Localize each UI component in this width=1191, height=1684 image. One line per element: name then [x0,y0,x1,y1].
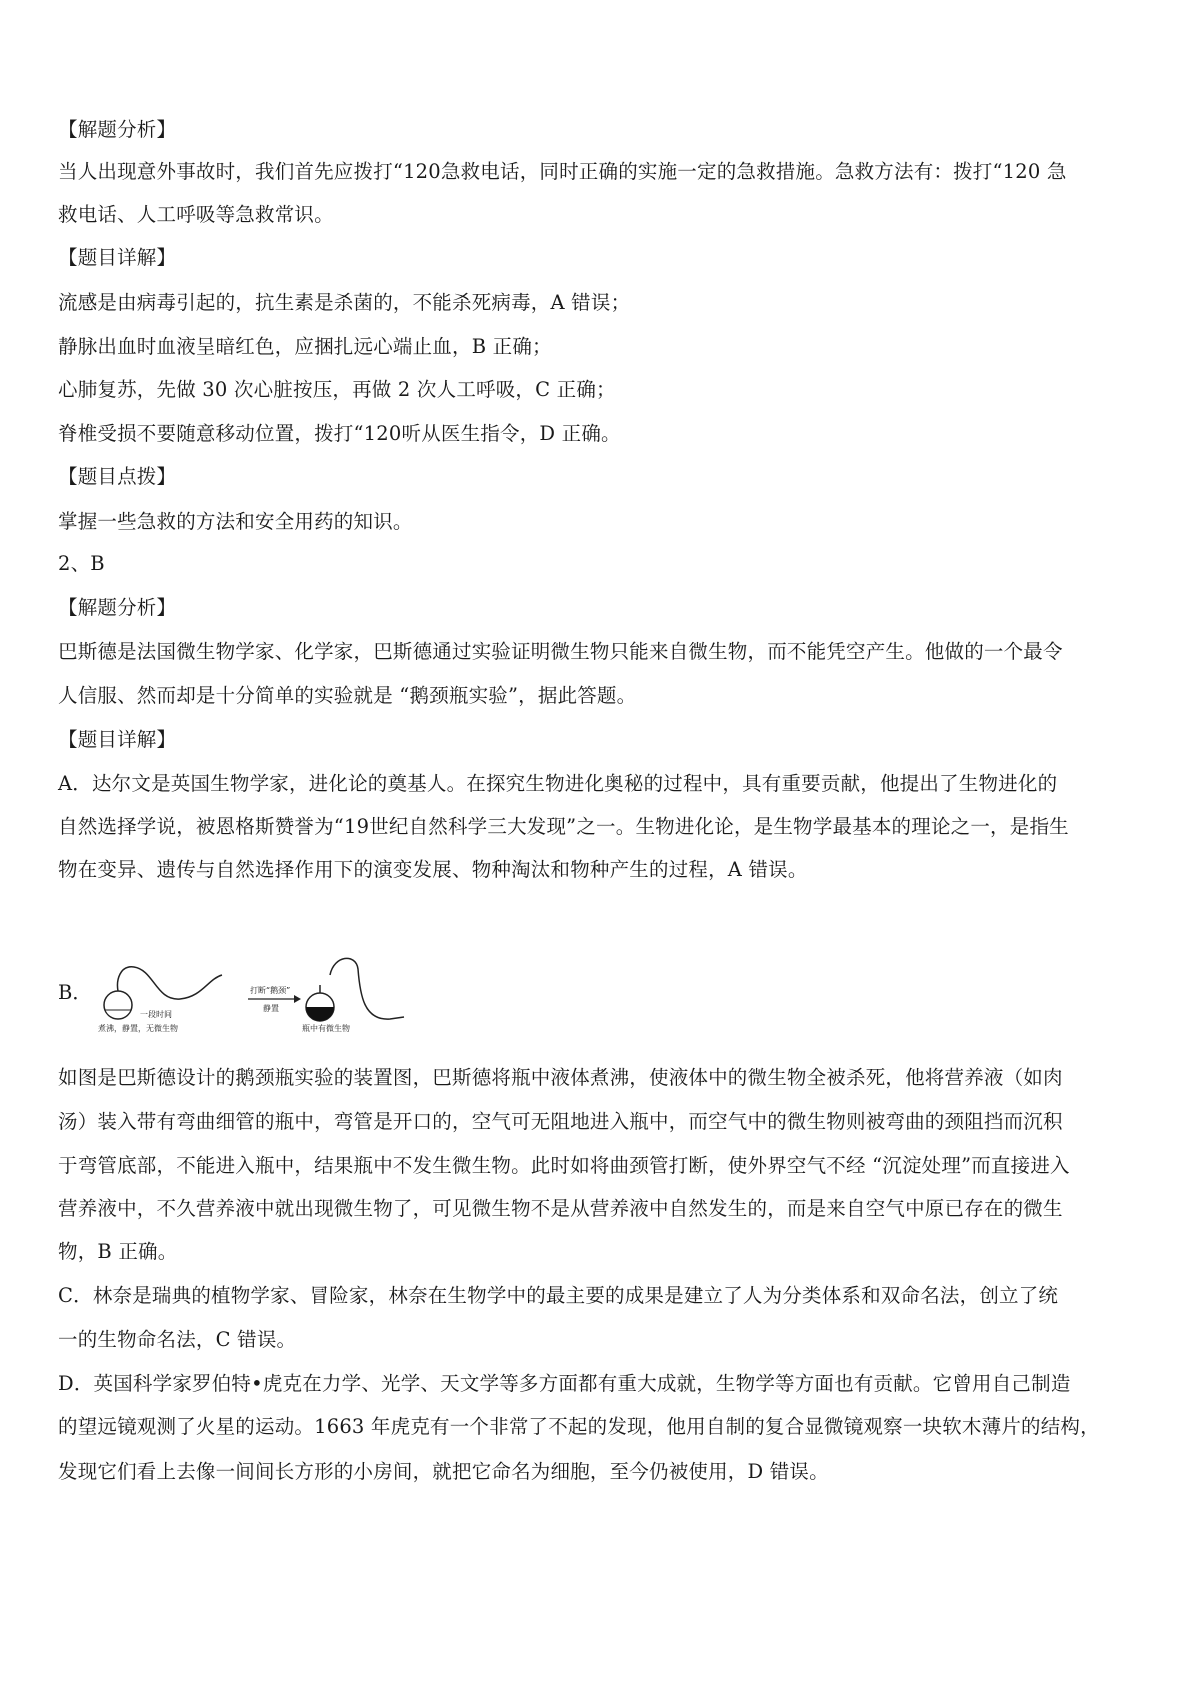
text-line: 人信服、然而却是十分简单的实验就是 “鹅颈瓶实验”，据此答题。 [58,684,637,707]
text-line: 的望远镜观测了火星的运动。1663 年虎克有一个非常了不起的发现，他用自制的复合显微镜观察一块软木薄片的结构， [58,1415,1100,1438]
text-line: 当人出现意外事故时，我们首先应拨打“120急救电话，同时正确的实施一定的急救措施。急救方法有：拨打“120 急 [58,160,1067,183]
text-line: 物，B 正确。 [58,1240,178,1263]
figure-label: B． [58,981,92,1004]
swan-neck-flask-figure [58,965,418,1035]
text-line: 2、B [58,552,105,575]
text-line: 一的生物命名法，C 错误。 [58,1328,297,1351]
text-line: 巴斯德是法国微生物学家、化学家，巴斯德通过实验证明微生物只能来自微生物，而不能凭空产生。他做的一个最令 [58,640,1063,663]
text-line: 静脉出血时血液呈暗红色，应捆扎远心端止血，B 正确； [58,335,552,358]
text-line: 汤）装入带有弯曲细管的瓶中，弯管是开口的，空气可无阻地进入瓶中，而空气中的微生物则被弯曲的颈阻挡而沉积 [58,1110,1063,1133]
arrow-head-icon [294,995,301,1003]
text-line: 如图是巴斯德设计的鹅颈瓶实验的装置图，巴斯德将瓶中液体煮沸，使液体中的微生物全被杀死，他将营养液（如肉 [58,1066,1063,1089]
text-line: 发现它们看上去像一间间长方形的小房间，就把它命名为细胞，至今仍被使用，D 错误。 [58,1460,829,1483]
text-line: 【解题分析】 [58,118,177,141]
text-line: 【题目详解】 [58,728,177,751]
text-line: 流感是由病毒引起的，抗生素是杀菌的，不能杀死病毒，A 错误； [58,291,631,314]
text-line: C．林奈是瑞典的植物学家、冒险家，林奈在生物学中的最主要的成果是建立了人为分类体系和双命名法，创立了统 [58,1284,1059,1307]
text-line: 脊椎受损不要随意移动位置，拨打“120听从医生指令，D 正确。 [58,422,621,445]
arrow-bottom-caption: 静置 [263,1004,279,1013]
middle-caption: 一段时间 [140,1010,172,1019]
text-line: 【题目点拨】 [58,465,177,488]
text-line: 【解题分析】 [58,596,177,619]
text-line: 心肺复苏，先做 30 次心脏按压，再做 2 次人工呼吸，C 正确； [58,378,616,401]
text-line: A．达尔文是英国生物学家，进化论的奠基人。在探究生物进化奥秘的过程中，具有重要贡献，他提出了生物进化的 [58,772,1058,795]
text-line: 营养液中，不久营养液中就出现微生物了，可见微生物不是从营养液中自然发生的，而是来自空气中原已存在的微生 [58,1197,1063,1220]
left-caption: 煮沸，静置，无微生物 [98,1024,178,1033]
text-line: D．英国科学家罗伯特•虎克在力学、光学、天文学等多方面都有重大成就，生物学等方面也有贡献。它曾用自己制造 [58,1372,1071,1395]
text-line: 自然选择学说，被恩格斯赞誉为“19世纪自然科学三大发现”之一。生物进化论，是生物学最基本的理论之一，是指生 [58,815,1069,838]
right-flask-liquid-icon [306,1007,334,1021]
broken-tube-icon [330,958,404,1019]
left-flask-liquid-icon [105,1010,131,1019]
right-caption: 瓶中有微生物 [302,1024,350,1033]
text-line: 救电话、人工呼吸等急救常识。 [58,203,334,226]
text-line: 【题目详解】 [58,246,177,269]
swan-neck-tube-icon [118,967,222,999]
text-line: 掌握一些急救的方法和安全用药的知识。 [58,510,413,533]
text-line: 物在变异、遗传与自然选择作用下的演变发展、物种淘汰和物种产生的过程，A 错误。 [58,858,808,881]
text-line: 于弯管底部，不能进入瓶中，结果瓶中不发生微生物。此时如将曲颈管打断，使外界空气不经 “沉淀处理”而直接进入 [58,1154,1070,1177]
swan-neck-flask-diagram [98,955,418,1035]
arrow-top-caption: 打断“鹅颈” [250,986,291,995]
